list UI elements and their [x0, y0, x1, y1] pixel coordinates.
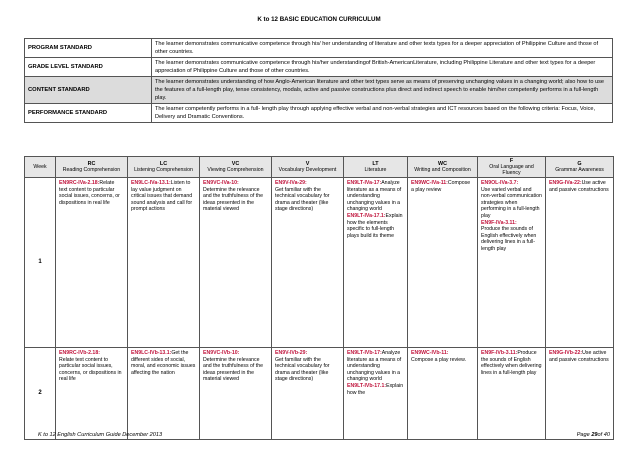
table-cell: EN9VC-IVa-10: Determine the relevance and the truthfulness of the ideas presented in the material viewed: [200, 178, 272, 348]
table-cell: EN9RC-IVb-2.18: Relate text content to particular social issues, concerns, or dispositions in real life: [56, 348, 128, 440]
header-lt: LT Literature: [344, 157, 408, 178]
week-number: 1: [25, 178, 56, 348]
header-lc: LC Listening Comprehension: [128, 157, 200, 178]
table-cell: EN9LC-IVb-13.1:Get the different sides of social, moral, and economic issues affecting the nation: [128, 348, 200, 440]
content-standard-row: [25, 77, 613, 104]
table-cell: EN9G-IVa-22:Use active and passive constructions: [546, 178, 614, 348]
table-cell: EN9LC-IVa-13.1:Listen to lay value judgment on critical issues that demand sound analysis and call for prompt actions: [128, 178, 200, 348]
grade-level-standard-label: GRADE LEVEL STANDARD: [25, 58, 152, 77]
table-cell: EN9V-IVa-29: Get familiar with the technical vocabulary for drama and theater (like stage directions): [272, 178, 344, 348]
header-g: G Grammar Awareness: [546, 157, 614, 178]
week-number: 2: [25, 348, 56, 440]
header-wc: WC Writing and Composition: [408, 157, 478, 178]
footer-page-number: Page 29of 40: [576, 432, 610, 438]
header-f: F Oral Language and Fluency: [478, 157, 546, 178]
header-v: V Vocabulary Development: [272, 157, 344, 178]
grade-level-standard-text: The learner demonstrates communicative competence through his/her understandingof British-AmericanLiterature, including Philippine Literature and other text types for a deeper appreciation of Philippine Culture and those of other countries.: [152, 58, 613, 77]
content-standard-text: The learner demonstrates understanding of how Anglo-American literature and other text types serve as means of preserving unchanging values in a changing world; also how to use the features of a full-length play, tense consistency, modals, active and passive constructions plus direct and indirect speech to enable him/her competently performs in a full-length play.: [152, 77, 613, 104]
document-title: K to 12 BASIC EDUCATION CURRICULUM: [257, 16, 381, 23]
content-standard-label: CONTENT STANDARD: [25, 77, 152, 104]
table-cell: EN9LT-IVa-17:Analyze literature as a means of understanding unchanging values in a changing world EN9LT-IVa-17.1:Explain how the elements specific to full-length plays build its theme: [344, 178, 408, 348]
standards-table: [24, 38, 613, 123]
table-cell: EN9WC-IVb-11: Compose a play review.: [408, 348, 478, 440]
curriculum-table: [24, 156, 614, 440]
table-cell: EN9VC-IVb-10: Determine the relevance and the truthfulness of the ideas presented in the material viewed: [200, 348, 272, 440]
performance-standard-label: PERFORMANCE STANDARD: [25, 104, 152, 123]
table-cell: EN9RC-IVa-2.18:Relate text content to particular social issues, concerns, or dispositions in real life: [56, 178, 128, 348]
week-row: [25, 178, 614, 348]
table-cell: EN9LT-IVb-17:Analyze literature as a means of understanding unchanging values in a changing world EN9LT-IVb-17.1:Explain how the: [344, 348, 408, 440]
program-standard-label: PROGRAM STANDARD: [25, 39, 152, 58]
footer-guide-name: K to 12 English Curriculum Guide December 2013: [38, 432, 163, 438]
table-cell: EN9WC-IVa-11:Compose a play review: [408, 178, 478, 348]
table-cell: EN9G-IVb-22:Use active and passive constructions: [546, 348, 614, 440]
grade-level-standard-row: [25, 58, 613, 77]
table-cell: EN9F-IVb-3.11:Produce the sounds of English effectively when delivering lines in a full-length play: [478, 348, 546, 440]
header-vc: VC Viewing Comprehension: [200, 157, 272, 178]
table-cell: EN9V-IVb-29: Get familiar with the technical vocabulary for drama and theater (like stage directions): [272, 348, 344, 440]
performance-standard-text: The learner competently performs in a full- length play through applying effective verbal and non-verbal strategies and ICT resources based on the following criteria: Focus, Voice, Delivery and Dramatic Conventions.: [152, 104, 613, 123]
performance-standard-row: [25, 104, 613, 123]
program-standard-text: The learner demonstrates communicative competence through his/ her understanding of literature and other texts types for a deeper appreciation of Philippine Culture and those of other countries.: [152, 39, 613, 58]
header-row: [25, 157, 614, 178]
header-rc: RC Reading Comprehension: [56, 157, 128, 178]
program-standard-row: [25, 39, 613, 58]
week-header: Week: [25, 157, 56, 178]
table-cell: EN9OL-IVa-3.7: Use varied verbal and non-verbal communication strategies when performing in a full-length play EN9F-IVa-3.11: Produce the sounds of English effectively when delivering lines in a full-length play: [478, 178, 546, 348]
week-row: [25, 348, 614, 440]
